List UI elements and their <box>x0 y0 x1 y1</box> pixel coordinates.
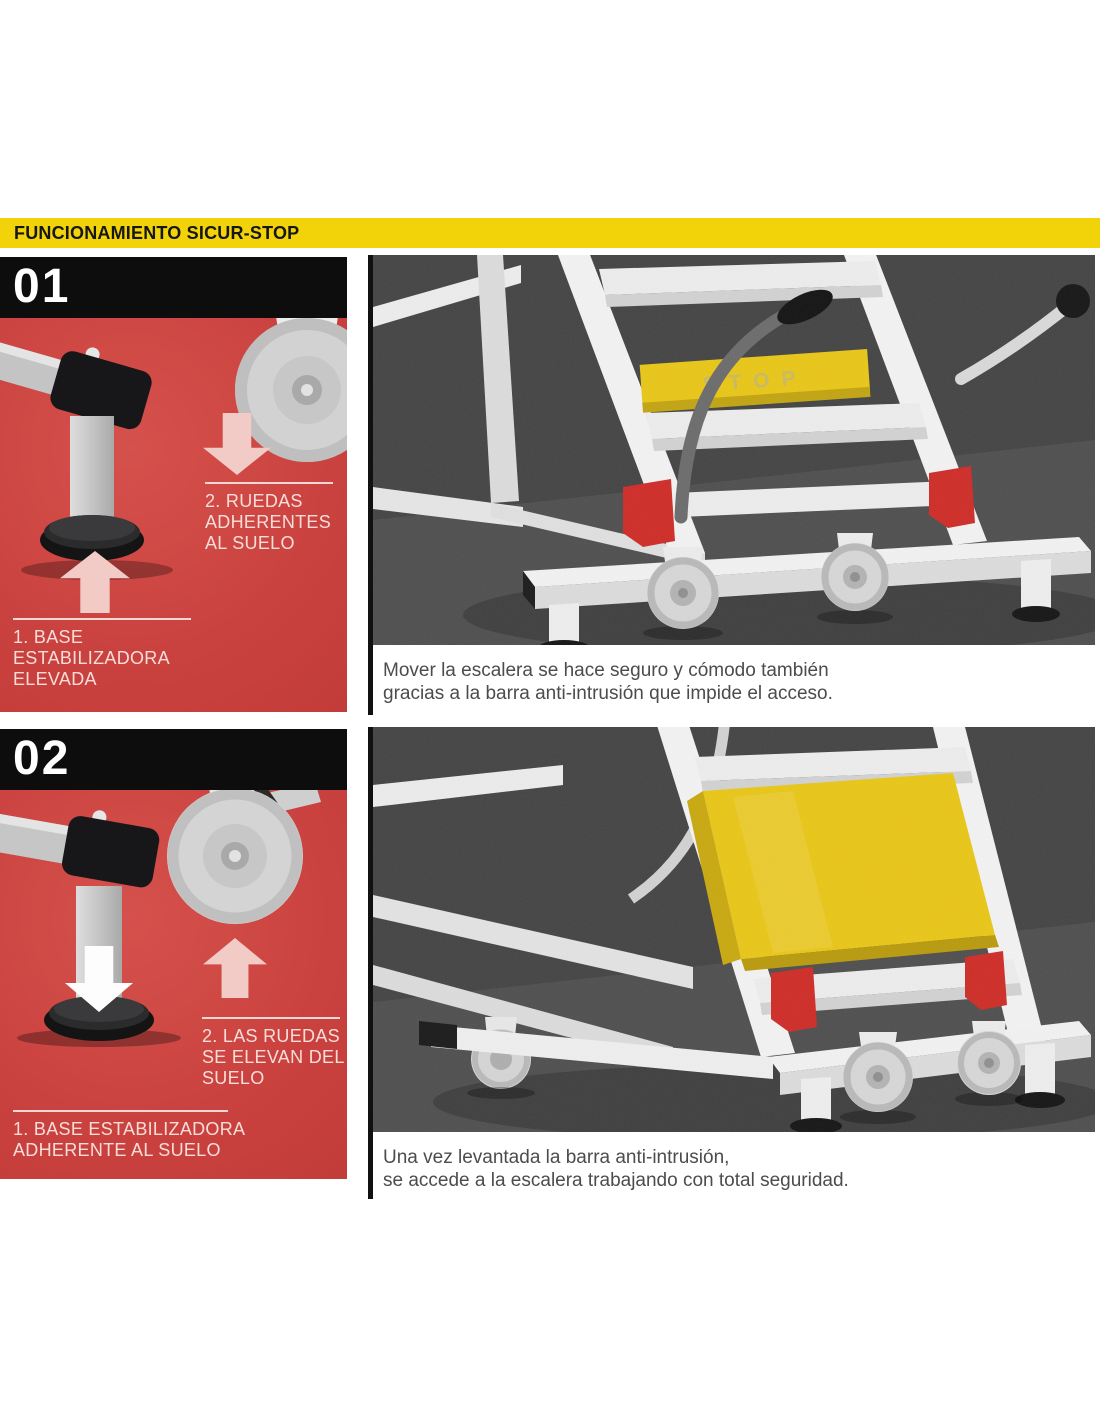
step-01-header <box>0 257 347 318</box>
label-line: 1. BASE <box>13 627 84 647</box>
label-line: SUELO <box>202 1068 265 1088</box>
label-line: ELEVADA <box>13 669 97 689</box>
panel-step-02 <box>0 729 347 1179</box>
label-line: 2. RUEDAS <box>205 491 303 511</box>
stabilizer-beam-illustration <box>0 318 157 432</box>
photo-block-01 <box>368 255 1095 715</box>
caption-line: Mover la escalera se hace seguro y cómodo también <box>383 660 829 681</box>
label-wheels-adhered <box>205 491 331 554</box>
label-line: 2. LAS RUEDAS <box>202 1026 340 1046</box>
divider <box>205 482 333 484</box>
panel-01-illustration <box>0 318 347 712</box>
label-line: AL SUELO <box>205 533 295 553</box>
panel-step-01 <box>0 257 347 712</box>
caption-line: se accede a la escalera trabajando con total seguridad. <box>383 1170 849 1191</box>
panel-02-illustration <box>0 790 347 1179</box>
caster-wheel-raised-illustration <box>167 790 321 924</box>
banner-title: FUNCIONAMIENTO SICUR-STOP <box>14 222 300 243</box>
photo-ladder-stop-down <box>373 255 1095 645</box>
caption-01 <box>373 645 1095 705</box>
photo-block-02 <box>368 727 1095 1199</box>
label-line: ADHERENTE AL SUELO <box>13 1140 221 1160</box>
label-base-raised <box>13 627 170 690</box>
divider <box>13 1110 228 1112</box>
label-wheels-raised <box>202 1026 345 1089</box>
photo-ladder-stop-up <box>373 727 1095 1132</box>
caption-02 <box>373 1132 1095 1192</box>
stabilizer-beam-illustration <box>0 790 163 889</box>
divider <box>202 1017 340 1019</box>
label-line: SE ELEVAN DEL <box>202 1047 345 1067</box>
step-02-number: 02 <box>13 732 71 785</box>
banner <box>0 218 1100 248</box>
step-01-number: 01 <box>13 260 71 313</box>
label-line: ADHERENTES <box>205 512 332 532</box>
caster-wheel-illustration <box>235 318 347 462</box>
label-line: 1. BASE ESTABILIZADORA <box>13 1119 246 1139</box>
label-line: ESTABILIZADORA <box>13 648 170 668</box>
divider <box>13 618 191 620</box>
step-02-header <box>0 729 347 790</box>
stabilizer-column <box>70 416 114 528</box>
caption-line: gracias a la barra anti-intrusión que impide el acceso. <box>383 683 833 704</box>
caption-line: Una vez levantada la barra anti-intrusión, <box>383 1147 730 1168</box>
label-base-grounded <box>13 1119 245 1161</box>
